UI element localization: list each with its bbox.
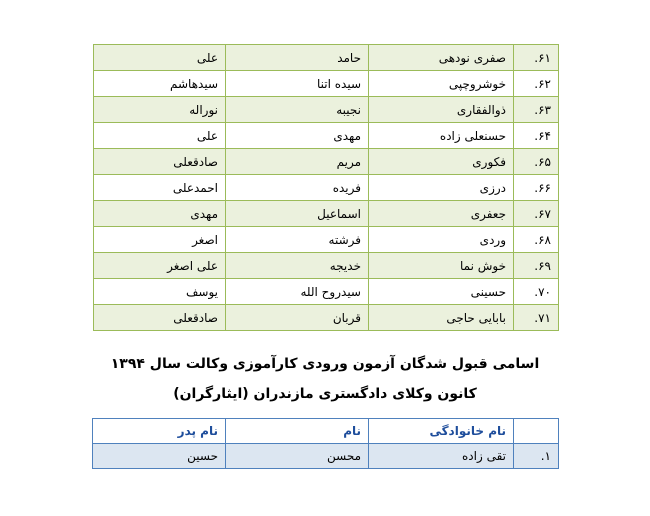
table-header-row: [93, 419, 559, 444]
cell-father-name: احمدعلی: [94, 175, 226, 201]
cell-last-name: بابایی حاجی: [369, 305, 514, 331]
table-row: [94, 123, 559, 149]
cell-number: ۷۱.: [514, 305, 559, 331]
cell-father-name: مهدی: [94, 201, 226, 227]
cell-first-name: قربان: [226, 305, 369, 331]
table-row: [94, 45, 559, 71]
cell-last-name: جعفری: [369, 201, 514, 227]
cell-first-name: محسن: [226, 444, 369, 469]
table-row: [93, 444, 559, 469]
cell-father-name: اصغر: [94, 227, 226, 253]
cell-number: ۱.: [514, 444, 559, 469]
table-row: [94, 279, 559, 305]
section-subtitle: کانون وکلای دادگستری مازندران (ایثارگران): [173, 386, 477, 402]
table-row: [94, 253, 559, 279]
cell-number: ۶۲.: [514, 71, 559, 97]
cell-father-name: علی: [94, 123, 226, 149]
cell-first-name: حامد: [226, 45, 369, 71]
cell-father-name: علی اصغر: [94, 253, 226, 279]
header-father-name: نام پدر: [93, 419, 226, 444]
header-number: [514, 419, 559, 444]
cell-number: ۶۳.: [514, 97, 559, 123]
cell-father-name: یوسف: [94, 279, 226, 305]
cell-first-name: فرشته: [226, 227, 369, 253]
cell-first-name: اسماعیل: [226, 201, 369, 227]
cell-first-name: سیدروح الله: [226, 279, 369, 305]
candidates-table-2: [92, 418, 559, 469]
cell-first-name: مریم: [226, 149, 369, 175]
cell-number: ۶۱.: [514, 45, 559, 71]
cell-last-name: تقی زاده: [369, 444, 514, 469]
cell-last-name: فکوری: [369, 149, 514, 175]
cell-father-name: نوراله: [94, 97, 226, 123]
cell-number: ۶۹.: [514, 253, 559, 279]
cell-number: ۶۸.: [514, 227, 559, 253]
cell-number: ۶۷.: [514, 201, 559, 227]
table-row: [94, 201, 559, 227]
cell-father-name: حسین: [93, 444, 226, 469]
candidates-table-1: [93, 44, 559, 331]
cell-first-name: نجیبه: [226, 97, 369, 123]
table-row: [94, 71, 559, 97]
cell-number: ۶۶.: [514, 175, 559, 201]
section-title: اسامی قبول شدگان آزمون ورودی کارآموزی وکالت سال ۱۳۹۴: [110, 356, 540, 372]
cell-last-name: خوش نما: [369, 253, 514, 279]
cell-father-name: علی: [94, 45, 226, 71]
cell-father-name: صادقعلی: [94, 149, 226, 175]
table-row: [94, 175, 559, 201]
cell-last-name: درزی: [369, 175, 514, 201]
cell-last-name: حسنعلی زاده: [369, 123, 514, 149]
cell-father-name: سیدهاشم: [94, 71, 226, 97]
cell-number: ۶۵.: [514, 149, 559, 175]
cell-last-name: خوشروچپی: [369, 71, 514, 97]
table-row: [94, 97, 559, 123]
table-row: [94, 227, 559, 253]
cell-first-name: فریده: [226, 175, 369, 201]
cell-first-name: سیده اتنا: [226, 71, 369, 97]
candidates-table-2-body: [93, 444, 559, 469]
cell-father-name: صادقعلی: [94, 305, 226, 331]
header-first-name: نام: [226, 419, 369, 444]
cell-last-name: حسینی: [369, 279, 514, 305]
cell-first-name: مهدی: [226, 123, 369, 149]
cell-last-name: ذوالفقاری: [369, 97, 514, 123]
cell-last-name: وردی: [369, 227, 514, 253]
candidates-table-1-body: [94, 45, 559, 331]
cell-number: ۷۰.: [514, 279, 559, 305]
table-row: [94, 149, 559, 175]
cell-number: ۶۴.: [514, 123, 559, 149]
header-last-name: نام خانوادگی: [369, 419, 514, 444]
cell-last-name: صفری نودهی: [369, 45, 514, 71]
table-row: [94, 305, 559, 331]
cell-first-name: خدیجه: [226, 253, 369, 279]
